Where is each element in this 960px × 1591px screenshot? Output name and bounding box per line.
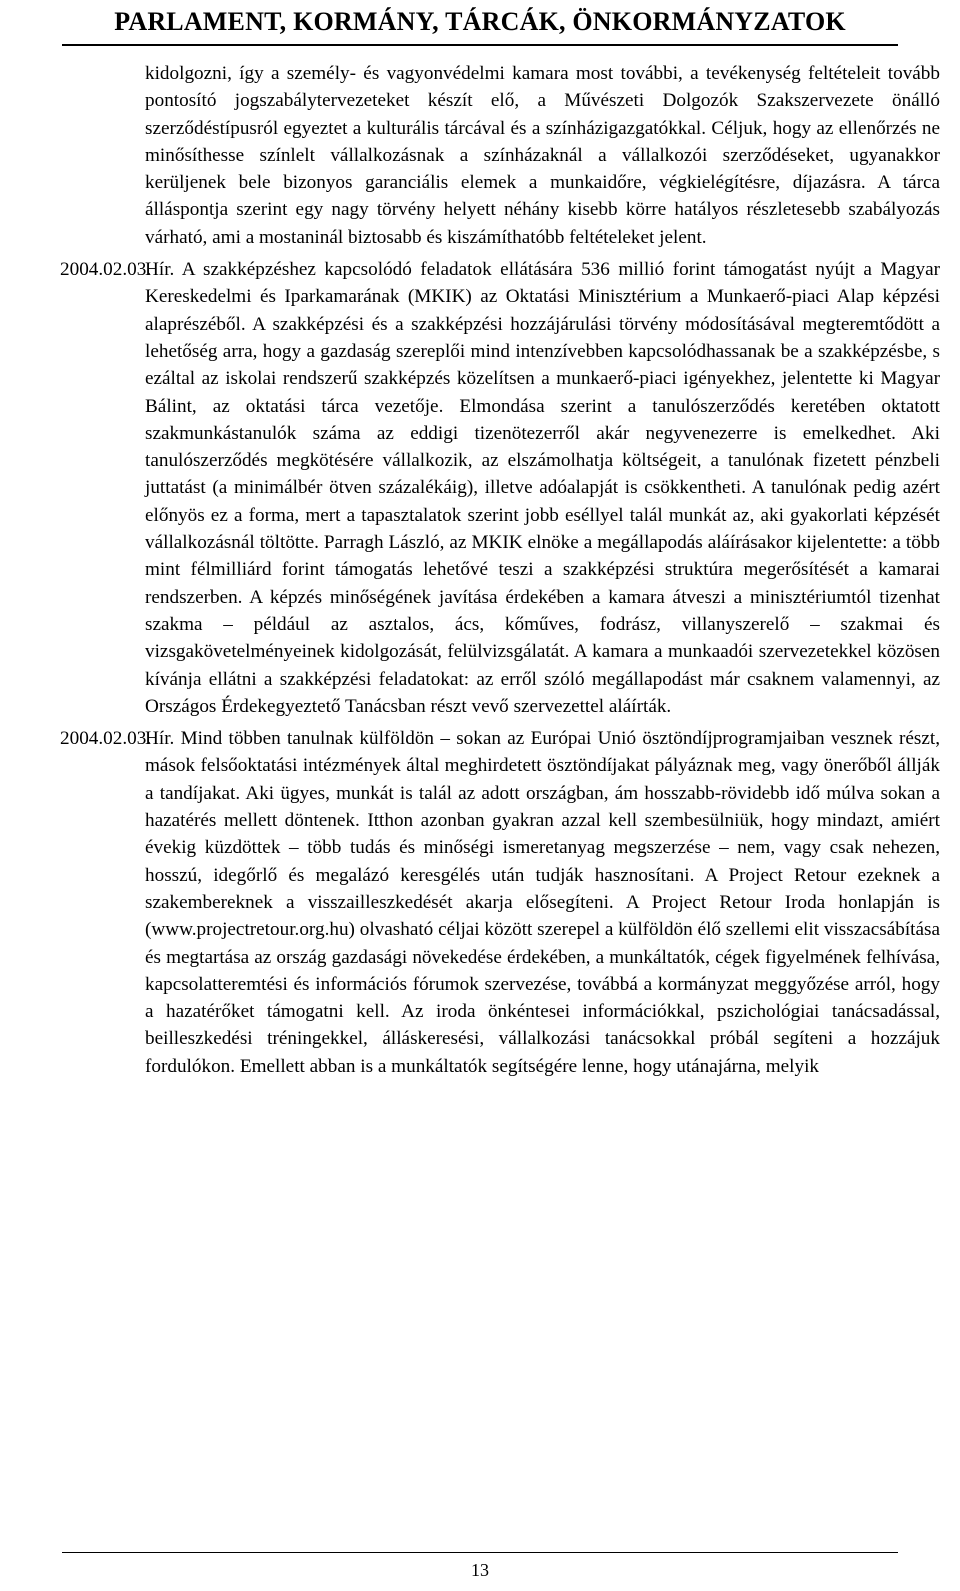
entry-text: Hír. A szakképzéshez kapcsolódó feladatok ellátására 536 millió forint támogatást nyújt a Magyar Kereskedelmi és Iparkamarának (MKIK) az Oktatási Minisztérium a Munkaerő-piaci Alap képzési alaprészéből. A szakképzési és a szakképzési hozzájárulási törvény módosításával megteremtődött a lehetőség arra, hogy a gazdaság szereplői mind intenzívebben kapcsolódhassanak be a szakképzésbe, s ezáltal az iskolai rendszerű szakképzés közelítsen a munkaerő-piaci igényekhez, jelentette ki Magyar Bálint, az oktatási tárca vezetője. Elmondása szerint a tanulószerződés keretében oktatott szakmunkástanulók száma az eddigi tizenötezerről akár negyvenezerre is emelkedhet. Aki tanulószerződés megkötésére vállalkozik, az elszámolhatja költségeit, a tanulónak fizetett pénzbeli juttatást (a minimálbér ötven százalékáig), illetve adóalapját is csökkentheti. A tanulónak pedig azért előnyös ez a forma, mert a tapasztalatok szerint jobb eséllyel talál munkát az, aki gyakorlati képzését vállalkozásnál töltötte. Parragh László, az MKIK elnöke a megállapodás aláírásakor kijelentette: a több mint félmilliárd forint támogatás lehetővé teszi a szakképzési struktúra megerősítését a kamarai rendszerben. A képzés minőségének javítása érdekében a kamara átveszi a minisztériumtól tizenhat szakma – például az asztalos, ács, kőműves, fodrász, villanyszerelő – szakmai és vizsgakövetelményeinek kidolgozását, felülvizsgálatát. A kamara a munkaadói szervezetekkel közösen kívánja ellátni a szakképzési feladatokat: az erről szóló megállapodást már csaknem valamennyi, az Országos Érdekegyeztető Tanácsban részt vevő szervezettel aláírták.	[145, 259, 940, 717]
entry-date: 2004.02.03.	[60, 728, 152, 750]
page-number: 13	[471, 1560, 489, 1580]
news-entry	[60, 60, 940, 251]
header-divider	[62, 44, 898, 46]
news-entry	[60, 256, 940, 720]
footer-divider	[62, 1552, 898, 1553]
entry-text: Hír. Mind többen tanulnak külföldön – sokan az Európai Unió ösztöndíjprogramjaiban vesznek részt, mások felsőoktatási intézmények által meghirdetett ösztöndíjakat pályáznak meg, vagy önerőből állják a tandíjakat. Aki ügyes, munkát is talál az adott országban, ám hosszabb-rövidebb idő múlva sokan a hazatérés mellett döntenek. Itthon azonban gyakran azzal kell szembesülniük, hogy mindazt, amiért évekig küzdöttek – több tudás és minőségi ismeretanyag megszerzése – nem, vagy csak nehezen, hosszú, idegőrlő és megalázó keresgélés után tudják hasznosítani. A Project Retour ezeknek a szakembereknek a visszailleszkedését akarja elősegíteni. A Project Retour Iroda honlapján is (www.projectretour.org.hu) olvasható céljai között szerepel a külföldön élő szellemi elit visszacsábítása és megtartása az ország gazdasági növekedése érdekében, a munkáltatók, cégek figyelmének felhívása, kapcsolatteremtési és információs fórumok szervezése, továbbá a kormányzat meggyőzése arról, hogy a hazatérőket támogatni kell. Az iroda önkéntesei információkkal, pszichológiai tanácsadással, beilleszkedési tréningekkel, álláskeresési, vállalkozási tanácsokkal próbál segíteni a hozzájuk fordulókon. Emellett abban is a munkáltatók segítségére lenne, hogy utánajárna, melyik	[145, 728, 940, 1077]
news-entry	[60, 725, 940, 1080]
entry-text: kidolgozni, így a személy- és vagyonvédelmi kamara most további, a tevékenység feltételeit tovább pontosító jogszabálytervezeteket készít elő, a Művészeti Dolgozók Szakszervezete önálló szerződéstípusról egyeztet a kulturális tárcával és a színházigazgatókkal. Céljuk, hogy az ellenőrzés ne minősíthesse színlelt vállalkozásnak a színházaknál a vállalkozói szerződéseket, ugyanakkor kerüljenek bele bizonyos garanciális elemek a munkaidőre, végkielégítésre, díjazásra. A tárca álláspontja szerint egy nagy törvény helyett néhány kisebb körre hatályos részletesebb szabályozás várható, ami a mostaninál biztosabb és kiszámíthatóbb feltételeket jelent.	[145, 63, 940, 248]
page-header	[0, 0, 960, 44]
running-header-title: PARLAMENT, KORMÁNY, TÁRCÁK, ÖNKORMÁNYZATOK	[114, 7, 846, 36]
page-body	[60, 60, 940, 1080]
entry-date: 2004.02.03.	[60, 259, 152, 281]
